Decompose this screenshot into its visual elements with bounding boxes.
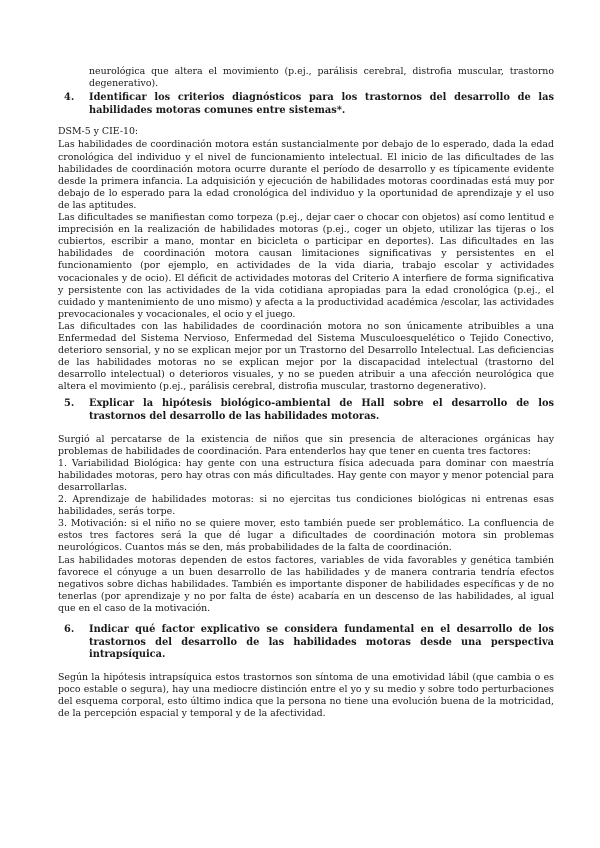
paragraph: Las habilidades motoras dependen de estos factores, variables de vida favorables y genética también favorece el cónyuge a un buen desarrollo de las habilidades y de manera contraria tendría efectos negativos sobre dichas habilidades. También es importante disponer de habilidades específicas y de no tenerlas (por aprendizaje y no por falta de éste) acabaría en un descenso de las habilidades, al igual que en el caso de la motivación.: [58, 554, 554, 614]
paragraph: Las habilidades de coordinación motora están sustancialmente por debajo de lo esperado, dada la edad cronológica del individuo y el nivel de funcionamiento intelectual. El inicio de las dificultades de las habilidades de coordinación motora ocurre durante el período de desarrollo y es típicamente evidente desde la primera infancia. La adquisición y ejecución de habilidades motoras coordinadas está muy por debajo de lo esperado para la edad cronológica del individuo y la oportunidad de aprendizaje y el uso de las aptitudes.: [58, 139, 554, 211]
list-item: 1. Variabilidad Biológica: hay gente con una estructura física adecuada para dominar con maestría habilidades motoras, pero hay otras con más dificultades. Hay gente con mayor y menor potencial para desarrollarlas.: [58, 457, 554, 493]
section-title: Identificar los criterios diagnósticos para los trastornos del desarrollo de las habilidades motoras comunes entre sistemas*.: [89, 92, 554, 116]
paragraph: Surgió al percatarse de la existencia de niños que sin presencia de alteraciones orgánicas hay problemas de habilidades de coordinación. Para entenderlos hay que tener en cuenta tres factores:: [58, 433, 554, 457]
paragraph: Las dificultades se manifiestan como torpeza (p.ej., dejar caer o chocar con objetos) así como lentitud e imprecisión en la realización de habilidades motoras (p.ej., coger un objeto, utilizar las tijeras o los cubiertos, escribir a mano, montar en bicicleta o participar en deportes). Las dificultades en las habilidades de coordinación motora causan limitaciones significativas y persistentes en el funcionamiento (por ejemplo, en actividades de la vida diaria, trabajo escolar y actividades vocacionales y de ocio). El déficit de actividades motoras del Criterio A interfiere de forma significativa y persistente con las actividades de la vida cotidiana apropiadas para la edad cronológica (p.ej., el cuidado y mantenimiento de uno mismo) y afecta a la productividad académica /escolar, las actividades prevocacionales y vocacionales, el ocio y el juego.: [58, 212, 554, 320]
section-4-subheading: DSM-5 y CIE-10:: [58, 126, 139, 138]
section-title: Indicar qué factor explicativo se considera fundamental en el desarrollo de los trastornos del desarrollo de las habilidades motoras desde una perspectiva intrapsíquica.: [89, 624, 554, 661]
section-number: 5.: [64, 398, 75, 410]
list-item: 2. Aprendizaje de habilidades motoras: si no ejercitas tus condiciones biológicas ni entrenas esas habilidades, serás torpe.: [58, 494, 554, 518]
section-6-heading: [58, 624, 554, 662]
section-title: Explicar la hipótesis biológico-ambiental de Hall sobre el desarrollo de los trastornos del desarrollo de las habilidades motoras.: [89, 398, 554, 423]
section-number: 4.: [64, 92, 75, 104]
paragraph: Las dificultades con las habilidades de coordinación motora no son únicamente atribuibles a una Enfermedad del Sistema Nervioso, Enfermedad del Sistema Musculoesquelético o Tejido Conectivo, deterioro sensorial, y no se explican mejor por un Trastorno del Desarrollo Intelectual. Las deficiencias de las habilidades motoras no se explican mejor por la discapacidad intelectual (trastorno del desarrollo intelectual) o deterioros visuales, y no se pueden atribuir a una afección neurológica que altera el movimiento (p.ej., parálisis cerebral, distrofia muscular, trastorno degenerativo).: [58, 320, 554, 393]
section-4-heading: [58, 92, 554, 117]
list-item: 3. Motivación: si el niño no se quiere mover, esto también puede ser problemático. La confluencia de estos tres factores será la que dé lugar a dificultades de coordinación motora sin problemas neurológicos. Cuantos más se den, más probabilidades de la falta de coordinación.: [58, 518, 554, 554]
paragraph: Según la hipótesis intrapsíquica estos trastornos son síntoma de una emotividad lábil (que cambia o es poco estable o segura), hay una mediocre distinción entre el yo y su medio y sobre todo perturbaciones del esquema corporal, esto último indica que la persona no tiene una evolución buena de la motricidad, de la percepción espacial y temporal y de la afectividad.: [58, 671, 554, 720]
intro-continuation: neurológica que altera el movimiento (p.ej., parálisis cerebral, distrofia muscular, trastorno degenerativo).: [89, 66, 554, 90]
section-5-heading: [58, 398, 554, 423]
section-number: 6.: [64, 624, 75, 636]
